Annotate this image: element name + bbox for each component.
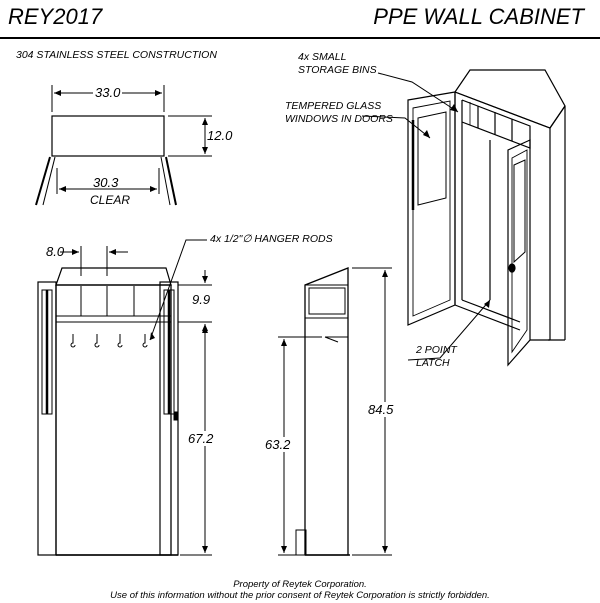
dim-bin-width: 8.0	[46, 244, 65, 259]
dim-door-height: 67.2	[188, 431, 214, 446]
dim-top-width: 33.0	[95, 85, 121, 100]
bins-note-line1: 4x SMALL	[298, 51, 347, 63]
construction-note: 304 STAINLESS STEEL CONSTRUCTION	[16, 49, 217, 61]
front-view	[38, 240, 212, 555]
dim-side-inner-height: 63.2	[265, 437, 291, 452]
footer-property: Property of Reytek Corporation.	[233, 579, 367, 590]
hanger-hooks	[71, 334, 147, 347]
rods-note: 4x 1/2"∅ HANGER RODS	[210, 233, 333, 245]
dim-top-clear-label: CLEAR	[90, 193, 131, 207]
dim-top-height: 12.0	[207, 128, 233, 143]
drawing-title: PPE WALL CABINET	[373, 4, 584, 29]
model-number: REY2017	[8, 4, 103, 29]
glass-note-line1: TEMPERED GLASS	[285, 100, 382, 112]
latch-note-line1: 2 POINT	[416, 344, 457, 356]
glass-note-line2: WINDOWS IN DOORS	[285, 113, 393, 125]
latch-note-line2: LATCH	[416, 357, 450, 369]
bins-note-line2: STORAGE BINS	[298, 64, 377, 76]
footer-disclaimer: Use of this information without the prior consent of Reytek Corporation is strictly forbidden.	[110, 590, 490, 601]
dim-bin-height: 9.9	[192, 292, 211, 307]
dim-top-clear: 30.3	[93, 175, 119, 190]
isometric-view	[408, 70, 565, 365]
top-view	[36, 85, 212, 205]
dim-overall-height: 84.5	[368, 402, 394, 417]
